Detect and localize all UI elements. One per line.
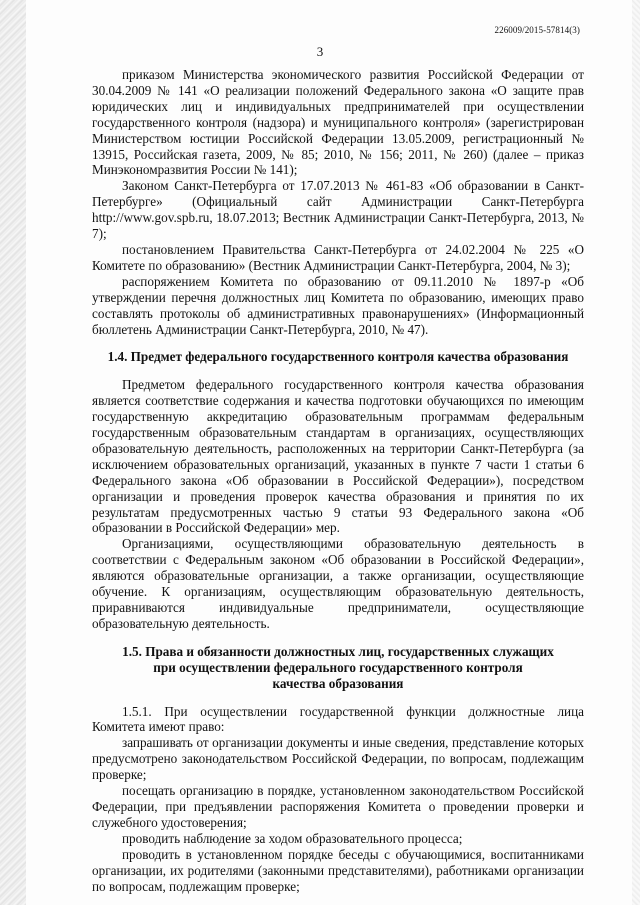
section-1-4-paragraph: Предметом федерального государственного контроля качества образования является соответствие содержания и качества подготовки обучающихся по имеющим государственную аккредитацию образовательным программам федеральным государственным образовательным стандартам в организациях, осуществляющих образовательную деятельность, расположенных на территории Санкт-Петербурга (за исключением образовательных организаций, указанных в пункте 7 части 1 статьи 6 Федерального закона «Об образовании в Российской Федерации»), посредством организации и проведения проверок качества образования и принятия по их результатам предусмотренных частью 9 статьи 93 Федерального закона «Об образовании в Российской Федерации» мер. bbox=[92, 377, 584, 536]
section-heading-1-5-line2: при осуществлении федерального государственного контроля bbox=[153, 659, 523, 675]
intro-paragraph: постановлением Правительства Санкт-Петербурга от 24.02.2004 № 225 «О Комитете по образованию» (Вестник Администрации Санкт-Петербурга, 2004, № 3); bbox=[92, 241, 584, 273]
section-1-5-paragraph: проводить в установленном порядке беседы с обучающимися, воспитанниками организации, их родителями (законными представителями), работниками организации по вопросам, подлежащим проверке; bbox=[92, 846, 584, 894]
document-number: 226009/2015-57814(3) bbox=[494, 25, 580, 35]
section-1-5-paragraph: 1.5.1. При осуществлении государственной функции должностные лица Комитета имеют право: bbox=[92, 703, 584, 735]
document-body bbox=[92, 67, 584, 894]
intro-paragraph: Законом Санкт-Петербурга от 17.07.2013 № 461-83 «Об образовании в Санкт-Петербурге» (Официальный сайт Администрации Санкт-Петербурга http://www.gov.spb.ru, 18.07.2013; Вестник Администрации Санкт-Петербурга, 2013, № 7); bbox=[92, 178, 584, 242]
section-1-5-paragraph: посещать организацию в порядке, установленном законодательством Российской Федерации, при предъявлении распоряжения Комитета о проведении проверки и служебного удостоверения; bbox=[92, 783, 584, 830]
page-number: 3 bbox=[316, 44, 324, 59]
intro-paragraph: приказом Министерства экономического развития Российской Федерации от 30.04.2009 № 141 «О реализации положений Федерального закона «О защите прав юридических лиц и индивидуальных предпринимателей при осуществлении государственного контроля (надзора) и муниципального контроля» (зарегистрирован Министерством юстиции Российской Федерации 13.05.2009, регистрационный № 13915, Российская газета, 2009, № 85; 2010, № 156; 2011, № 260) (далее – приказ Минэкономразвития России № 141); bbox=[92, 67, 584, 178]
section-1-5-paragraph: проводить наблюдение за ходом образовательного процесса; bbox=[122, 830, 463, 846]
scan-edge-right bbox=[632, 0, 640, 905]
section-heading-1-5-line1: 1.5. Права и обязанности должностных лиц, государственных служащих bbox=[122, 643, 554, 659]
section-heading-1-5-line3: качества образования bbox=[272, 675, 404, 691]
intro-paragraph: распоряжением Комитета по образованию от 09.11.2010 № 1897-р «Об утверждении перечня должностных лиц Комитета по образованию, имеющих право составлять протоколы об административных правонарушениях» (Информационный бюллетень Администрации Санкт-Петербурга, 2010, № 47). bbox=[92, 273, 584, 337]
section-1-4-paragraph: Организациями, осуществляющими образовательную деятельность в соответствии с Федеральным законом «Об образовании в Российской Федерации», являются образовательные организации, а также организации, осуществляющие обучение. К организациям, осуществляющим образовательную деятельность, приравниваются индивидуальные предприниматели, осуществляющие образовательную деятельность. bbox=[92, 536, 584, 631]
section-heading-1-4: 1.4. Предмет федерального государственного контроля качества образования bbox=[107, 349, 569, 365]
section-1-5-paragraph: запрашивать от организации документы и иные сведения, представление которых предусмотрено законодательством Российской Федерации, по вопросам, подлежащим проверке; bbox=[92, 735, 584, 783]
scan-edge-left bbox=[0, 0, 26, 905]
